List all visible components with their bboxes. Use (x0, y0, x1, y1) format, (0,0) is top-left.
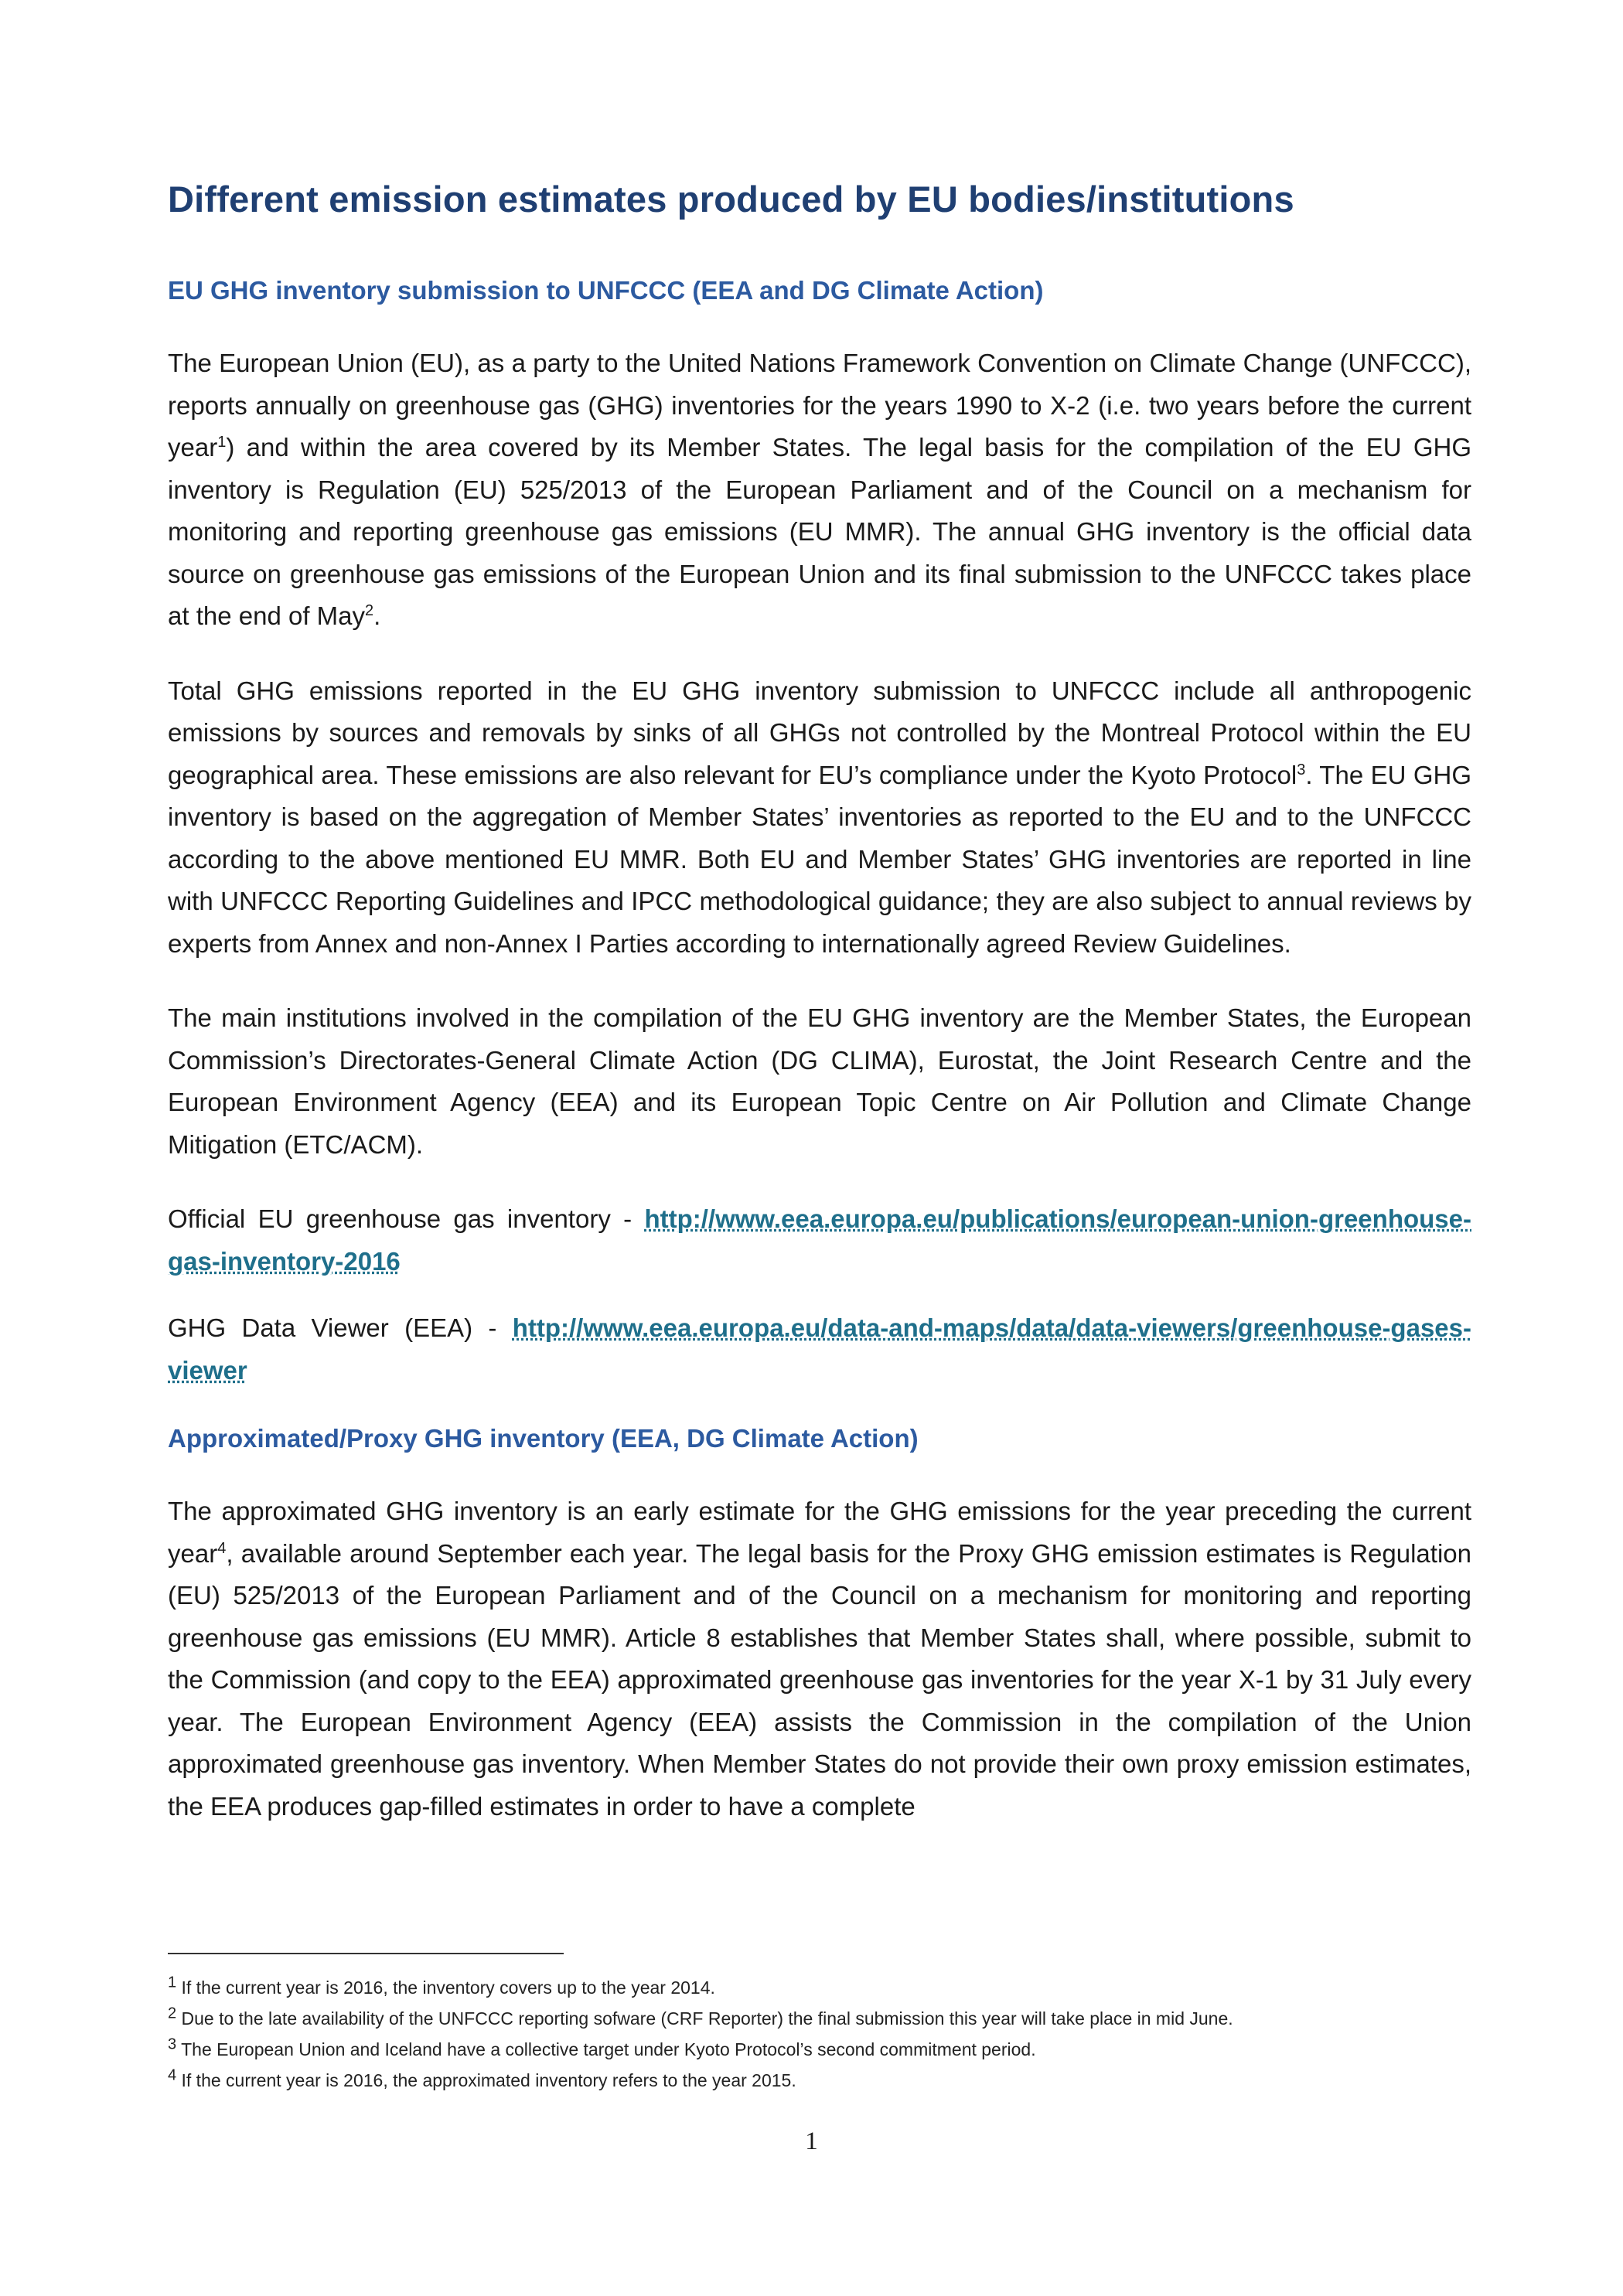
document-body (168, 178, 1471, 1860)
footnote-text: The European Union and Iceland have a collective target under Kyoto Protocol’s second commitment period. (176, 2039, 1036, 2059)
footnote-ref[interactable]: 4 (217, 1539, 227, 1557)
paragraph-institutions: The main institutions involved in the compilation of the EU GHG inventory are the Member States, the European Commission’s Directorates-General Climate Action (DG CLIMA), Eurostat, the Joint Research Centre and the European Environment Agency (EEA) and its European Topic Centre on Air Pollution and Climate Change Mitigation (ETC/ACM). (168, 1003, 1471, 1159)
footnote-text: If the current year is 2016, the approximated inventory refers to the year 2015. (176, 2070, 796, 2090)
footnote (168, 2003, 1471, 2034)
footnote-number: 1 (168, 1974, 177, 1991)
footnote (168, 2065, 1471, 2096)
paragraph-text: The European Union (EU), as a party to the United Nations Framework Convention on Climate Change (UNFCCC), reports annually on greenhouse gas (GHG) inventories for the years 1990 to X-2 (i.e. two years before the current year (168, 349, 1471, 462)
paragraph-total-emissions (168, 670, 1471, 966)
footnote-separator (168, 1953, 564, 1954)
section-heading-unfccc: EU GHG inventory submission to UNFCCC (EEA and DG Climate Action) (168, 276, 1044, 305)
ghg-viewer-line (168, 1307, 1471, 1392)
paragraph-text: . The EU GHG inventory is based on the aggregation of Member States’ inventories as reported to the EU and to the UNFCCC according to the above mentioned EU MMR. Both EU and Member States’ GHG inventories are reported in line with UNFCCC Reporting Guidelines and IPCC methodological guidance; they are also subject to annual reviews by experts from Annex and non-Annex I Parties according to internationally agreed Review Guidelines. (168, 760, 1472, 958)
footnote-number: 2 (168, 2005, 177, 2022)
page-title: Different emission estimates produced by EU bodies/institutions (168, 179, 1294, 220)
paragraph-text: Total GHG emissions reported in the EU GHG inventory submission to UNFCCC include all anthropogenic emissions by sources and removals by sinks of all GHGs not controlled by the Montreal Protocol within the EU geographical area. These emissions are also relevant for EU’s compliance under the Kyoto Protocol (168, 676, 1471, 789)
footnote-ref[interactable]: 2 (365, 602, 374, 619)
paragraph-text: The approximated GHG inventory is an early estimate for the GHG emissions for the year preceding the current year (168, 1497, 1471, 1568)
footnote-text: If the current year is 2016, the inventory covers up to the year 2014. (176, 1977, 715, 1998)
footnote-ref[interactable]: 1 (217, 434, 227, 451)
footnote-number: 4 (168, 2066, 177, 2084)
footnote (168, 2034, 1471, 2065)
paragraph-text: ) and within the area covered by its Member States. The legal basis for the compilation of the EU GHG inventory is Regulation (EU) 525/2013 of the European Parliament and of the Council on a mechanism for monitoring and reporting greenhouse gas emissions (EU MMR). The annual GHG inventory is the official data source on greenhouse gas emissions of the European Union and its final submission to the UNFCCC takes place at the end of May (168, 433, 1471, 630)
footnote-ref[interactable]: 3 (1297, 761, 1306, 778)
ghg-viewer-link[interactable]: http://www.eea.europa.eu/data-and-maps/data/data-viewers/greenhouse-gases-viewer (168, 1313, 1471, 1385)
footnote-number: 3 (168, 2035, 177, 2053)
footnotes (168, 1972, 1471, 2096)
paragraph-proxy-inventory (168, 1490, 1471, 1828)
paragraph-text: . (373, 601, 381, 630)
paragraph-text: , available around September each year. The legal basis for the Proxy GHG emission estimates is Regulation (EU) 525/2013 of the European Parliament and of the Council on a mechanism for monitoring and reporting greenhouse gas emissions (EU MMR). Article 8 establishes that Member States shall, where possible, submit to the Commission (and copy to the EEA) approximated greenhouse gas inventories for the year X-1 by 31 July every year. The European Environment Agency (EEA) assists the Commission in the compilation of the Union approximated greenhouse gas inventory. When Member States do not provide their own proxy emission estimates, the EEA produces gap-filled estimates in order to have a complete (168, 1538, 1471, 1821)
paragraph-eu-inventory-intro (168, 342, 1471, 638)
section-heading-proxy: Approximated/Proxy GHG inventory (EEA, DG Climate Action) (168, 1424, 919, 1453)
official-inventory-line (168, 1198, 1471, 1283)
link-label: Official EU greenhouse gas inventory - (168, 1204, 645, 1233)
footnote (168, 1972, 1471, 2003)
footnote-text: Due to the late availability of the UNFCCC reporting sofware (CRF Reporter) the final submission this year will take place in mid June. (176, 2008, 1233, 2029)
link-label: GHG Data Viewer (EEA) - (168, 1313, 513, 1342)
page-number: 1 (805, 2127, 818, 2155)
official-inventory-link[interactable]: http://www.eea.europa.eu/publications/european-union-greenhouse-gas-inventory-2016 (168, 1204, 1471, 1276)
